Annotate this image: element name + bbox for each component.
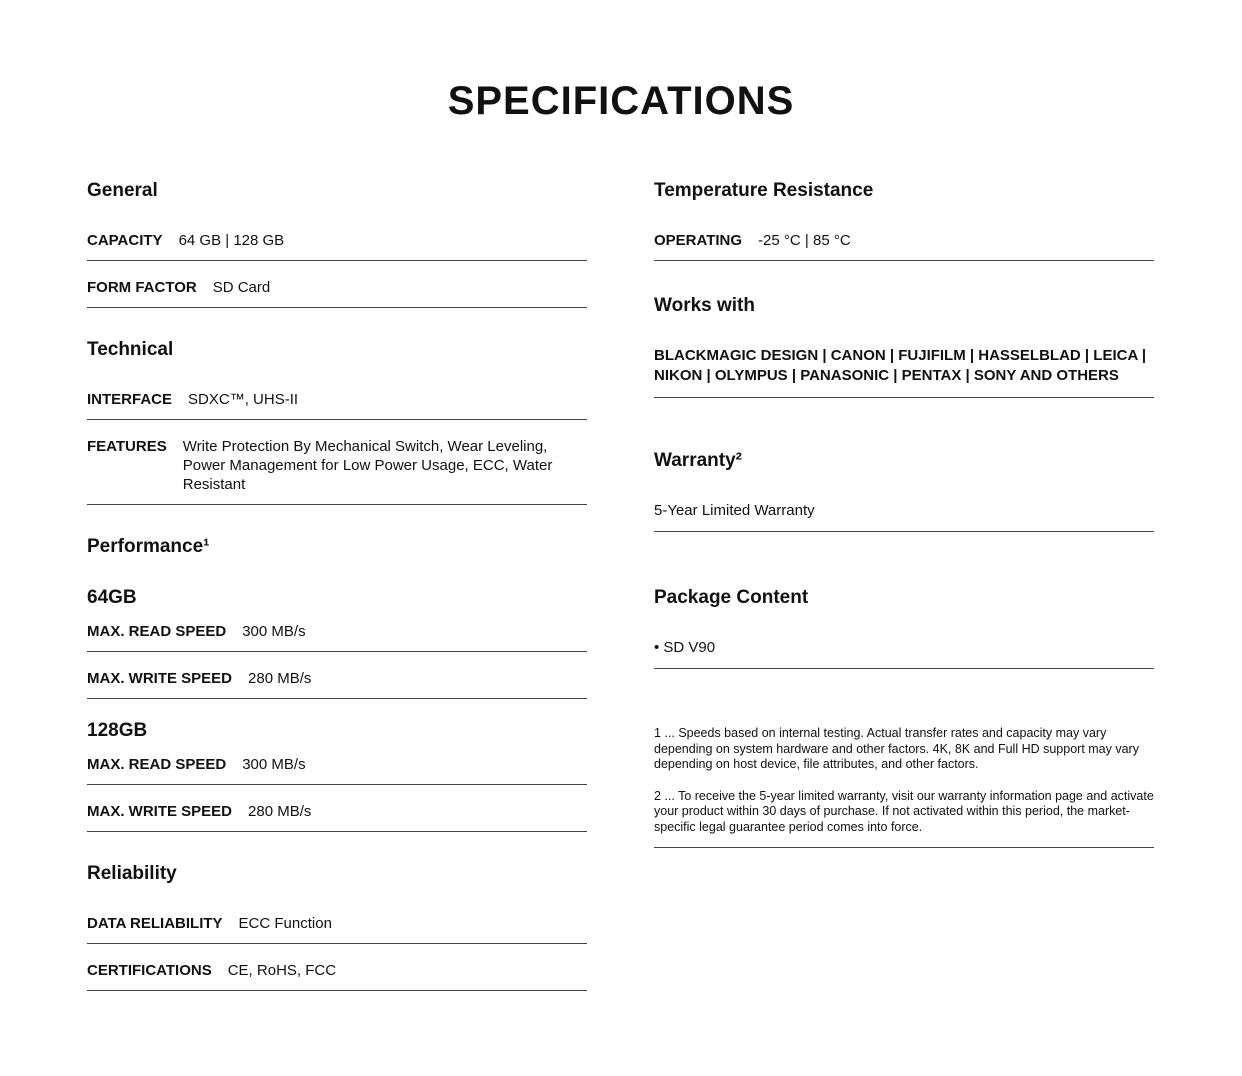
spec-row-features (87, 437, 587, 505)
section-works-with (654, 295, 1154, 398)
spec-value: 300 MB/s (242, 756, 306, 774)
spec-row-max-read-speed (87, 622, 587, 652)
section-heading-performance: Performance¹ (87, 536, 210, 558)
spec-label: CERTIFICATIONS (87, 962, 212, 980)
spec-row-interface (87, 390, 587, 420)
spec-row-certifications (87, 961, 587, 991)
section-general (87, 180, 587, 308)
spec-label: FORM FACTOR (87, 279, 197, 297)
section-heading-reliability: Reliability (87, 863, 177, 885)
spec-label: MAX. WRITE SPEED (87, 670, 233, 688)
section-technical (87, 339, 587, 505)
section-heading-warranty: Warranty² (654, 450, 742, 472)
warranty-value: 5-Year Limited Warranty (654, 501, 1154, 532)
variant-heading-64gb: 64GB (87, 587, 137, 609)
spec-label: MAX. READ SPEED (87, 756, 227, 774)
spec-label: OPERATING (654, 232, 743, 250)
spec-value: CE, RoHS, FCC (227, 962, 337, 980)
section-heading-works-with: Works with (654, 295, 755, 317)
spec-label: DATA RELIABILITY (87, 915, 223, 933)
section-temperature-resistance (654, 180, 1154, 261)
spec-value: 64 GB | 128 GB (178, 232, 285, 250)
section-reliability (87, 863, 587, 991)
compatible-brands-text: BLACKMAGIC DESIGN | CANON | FUJIFILM | HASSELBLAD | LEICA | NIKON | OLYMPUS | PANASONIC | PENTAX | SONY AND OTHERS (654, 346, 1154, 398)
section-warranty (654, 450, 1154, 532)
spec-value: ECC Function (238, 915, 332, 933)
section-package-content (654, 587, 1154, 669)
performance-variant-128gb (87, 720, 587, 832)
section-heading-technical: Technical (87, 339, 174, 361)
spec-row-data-reliability (87, 914, 587, 944)
spec-columns (87, 180, 1155, 1022)
spec-value: SDXC™, UHS-II (188, 391, 299, 409)
spec-label: MAX. WRITE SPEED (87, 803, 233, 821)
section-heading-temperature: Temperature Resistance (654, 180, 874, 202)
spec-label: INTERFACE (87, 391, 173, 409)
right-column (654, 180, 1154, 848)
performance-variant-64gb (87, 587, 587, 699)
footnote-1: 1 ... Speeds based on internal testing. Actual transfer rates and capacity may vary depending on system hardware and other factors. 4K, 8K and Full HD support may vary depending on host device, file attributes, and other factors. (654, 726, 1139, 772)
spec-row-capacity (87, 231, 587, 261)
spec-row-form-factor (87, 278, 587, 308)
spec-value: Write Protection By Mechanical Switch, Wear Leveling, Power Management for Low Power Usage, ECC, Water Resistant (182, 438, 553, 494)
spec-value: 300 MB/s (242, 623, 306, 641)
variant-heading-128gb: 128GB (87, 720, 148, 742)
spec-value: -25 °C | 85 °C (758, 232, 851, 250)
spec-value: SD Card (212, 279, 271, 297)
spec-label: FEATURES (87, 438, 167, 456)
spec-value: 280 MB/s (248, 670, 312, 688)
footnotes (654, 726, 1154, 848)
spec-row-max-write-speed (87, 669, 587, 699)
footnote-2: 2 ... To receive the 5-year limited warranty, visit our warranty information page and activate your product within 30 days of purchase. If not activated within this period, the market-specific legal guarantee period comes into force. (654, 789, 1154, 849)
section-performance (87, 536, 587, 832)
spec-value: 280 MB/s (248, 803, 312, 821)
section-heading-general: General (87, 180, 158, 202)
left-column (87, 180, 587, 1022)
spec-row-operating (654, 231, 1154, 261)
page-title: SPECIFICATIONS (447, 79, 795, 123)
spec-row-max-write-speed (87, 802, 587, 832)
spec-label: CAPACITY (87, 232, 163, 250)
spec-label: MAX. READ SPEED (87, 623, 227, 641)
section-heading-package-content: Package Content (654, 587, 809, 609)
spec-row-max-read-speed (87, 755, 587, 785)
package-content-item: • SD V90 (654, 638, 1154, 669)
